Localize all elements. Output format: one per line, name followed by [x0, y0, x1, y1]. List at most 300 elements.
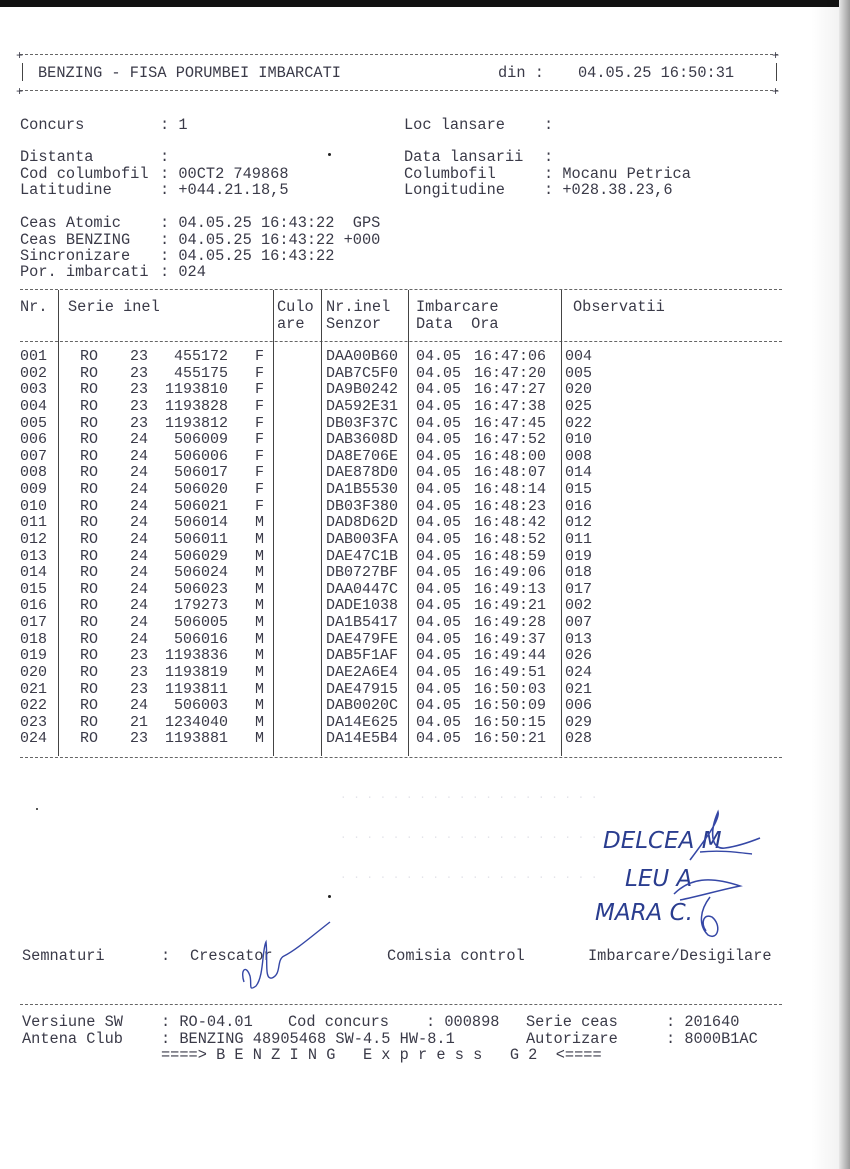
cell-an: 23 [130, 680, 149, 698]
cell-inel: 1193811 [164, 680, 228, 698]
cell-an: 23 [130, 397, 149, 415]
header-corner-tr: + [772, 49, 780, 63]
cell-nr: 016 [20, 597, 48, 615]
cell-sex: F [255, 431, 265, 449]
cell-sex: F [255, 381, 265, 399]
longitudine-label: Longitudine [404, 181, 505, 199]
cell-ora: 16:49:44 [474, 647, 547, 665]
cell-senzor: DA8E706E [326, 447, 399, 465]
bleed-through: . . . . . . . . . . . . . . . . . . . . [340, 830, 598, 842]
cell-senzor: DAB3608D [326, 431, 399, 449]
cell-senzor: DAA00B60 [326, 348, 399, 365]
cell-nr: 020 [20, 663, 48, 681]
cell-inel: 455175 [173, 364, 228, 382]
table-row [0, 698, 800, 715]
cell-inel: 179273 [173, 597, 228, 615]
cell-tara: RO [80, 564, 99, 582]
autorizare-label: Autorizare [526, 1030, 618, 1048]
table-row [0, 532, 800, 549]
cell-an: 23 [130, 647, 149, 665]
comisia-control-label: Comisia control [387, 947, 525, 965]
cell-ora: 16:47:20 [474, 364, 547, 382]
semnaturi-colon: : [161, 947, 171, 965]
table-row [0, 432, 800, 449]
cell-observatii: 013 [565, 630, 593, 648]
table-row [0, 665, 800, 682]
handwritten-name-3: MARA C. [595, 900, 693, 926]
cell-ora: 16:50:03 [474, 680, 547, 698]
cell-ora: 16:48:59 [474, 547, 547, 565]
cell-ora: 16:49:37 [474, 630, 547, 648]
distanta-label: Distanta [20, 148, 94, 166]
cell-tara: RO [80, 397, 99, 415]
cell-tara: RO [80, 730, 99, 748]
cell-nr: 005 [20, 414, 48, 432]
cell-data: 04.05 [416, 597, 462, 615]
cell-nr: 011 [20, 514, 48, 532]
cell-data: 04.05 [416, 730, 462, 748]
cell-tara: RO [80, 364, 99, 382]
cell-nr: 003 [20, 381, 48, 399]
cell-an: 24 [130, 697, 149, 715]
cell-sex: M [255, 564, 265, 582]
table-header-border [20, 341, 782, 342]
scan-right-edge [839, 0, 850, 1169]
cell-senzor: DA1B5417 [326, 614, 399, 632]
cell-observatii: 011 [565, 530, 593, 548]
header-left-border [22, 63, 23, 81]
cell-inel: 1193819 [164, 663, 228, 681]
cell-sex: M [255, 630, 265, 648]
cell-nr: 014 [20, 564, 48, 582]
cell-nr: 008 [20, 464, 48, 482]
cell-an: 24 [130, 580, 149, 598]
report-date-value: 04.05.25 16:50:31 [578, 64, 735, 82]
cell-data: 04.05 [416, 580, 462, 598]
cell-senzor: DAB003FA [326, 530, 399, 548]
cell-nr: 021 [20, 680, 48, 698]
cell-sex: M [255, 580, 265, 598]
scan-top-edge [0, 0, 850, 7]
cell-tara: RO [80, 680, 99, 698]
cell-sex: F [255, 348, 265, 365]
cell-tara: RO [80, 530, 99, 548]
cell-tara: RO [80, 414, 99, 432]
cell-senzor: DB03F37C [326, 414, 399, 432]
cell-observatii: 014 [565, 464, 593, 482]
cell-inel: 1193810 [164, 381, 228, 399]
cell-an: 24 [130, 530, 149, 548]
cell-nr: 017 [20, 614, 48, 632]
cell-an: 24 [130, 564, 149, 582]
cell-ora: 16:50:15 [474, 713, 547, 731]
cell-data: 04.05 [416, 514, 462, 532]
cell-data: 04.05 [416, 530, 462, 548]
handwritten-name-1: DELCEA M [603, 828, 722, 854]
table-row [0, 632, 800, 649]
cell-senzor: DAE47C1B [326, 547, 399, 565]
col-header-data-ora: Data Ora [416, 315, 499, 333]
cell-ora: 16:50:21 [474, 730, 547, 748]
cell-senzor: DAB0020C [326, 697, 399, 715]
cell-inel: 506021 [173, 497, 228, 515]
distanta-value: : [160, 148, 170, 166]
col-header-observatii: Observatii [573, 298, 665, 316]
cell-data: 04.05 [416, 614, 462, 632]
benzing-brand-line: ====> B E N Z I N G E x p r e s s G 2 <==== [161, 1046, 602, 1064]
bleed-through: . . . . . . . . . . . . . . . . . . . . [340, 870, 598, 882]
cell-inel: 506017 [173, 464, 228, 482]
sincronizare-label: Sincronizare [20, 247, 131, 265]
cell-sex: M [255, 614, 265, 632]
cell-observatii: 024 [565, 663, 593, 681]
cell-nr: 013 [20, 547, 48, 565]
cell-data: 04.05 [416, 364, 462, 382]
antena-club-value: : BENZING 48905468 SW-4.5 HW-8.1 [161, 1030, 455, 1048]
stray-dot [36, 808, 38, 810]
serie-ceas-value: : 201640 [666, 1013, 740, 1031]
cell-sex: M [255, 697, 265, 715]
cell-senzor: DA1B5530 [326, 481, 399, 499]
header-corner-bl: + [16, 85, 24, 99]
cell-data: 04.05 [416, 348, 462, 365]
cell-an: 24 [130, 481, 149, 499]
cell-data: 04.05 [416, 447, 462, 465]
table-row [0, 682, 800, 699]
table-row [0, 515, 800, 532]
cell-ora: 16:47:45 [474, 414, 547, 432]
col-header-culoare-1: Culo [277, 298, 314, 316]
ceas-atomic-label: Ceas Atomic [20, 214, 121, 232]
cell-observatii: 004 [565, 348, 593, 365]
cell-sex: M [255, 547, 265, 565]
cell-data: 04.05 [416, 381, 462, 399]
cell-ora: 16:49:13 [474, 580, 547, 598]
scan-shadow [811, 0, 839, 1169]
table-row [0, 615, 800, 632]
col-header-culoare-2: are [277, 315, 305, 333]
table-row [0, 482, 800, 499]
cell-sex: M [255, 530, 265, 548]
cell-observatii: 020 [565, 381, 593, 399]
cell-senzor: DAE878D0 [326, 464, 399, 482]
concurs-value: : 1 [160, 116, 188, 134]
header-right-border [776, 63, 777, 81]
cell-sex: F [255, 364, 265, 382]
cell-observatii: 008 [565, 447, 593, 465]
table-row [0, 565, 800, 582]
cell-nr: 001 [20, 348, 48, 365]
cell-data: 04.05 [416, 647, 462, 665]
cell-ora: 16:47:52 [474, 431, 547, 449]
cell-data: 04.05 [416, 431, 462, 449]
table-row [0, 549, 800, 566]
cell-observatii: 007 [565, 614, 593, 632]
cell-an: 23 [130, 381, 149, 399]
cell-observatii: 002 [565, 597, 593, 615]
cell-nr: 009 [20, 481, 48, 499]
cell-sex: F [255, 464, 265, 482]
cell-senzor: DAB7C5F0 [326, 364, 399, 382]
cell-observatii: 019 [565, 547, 593, 565]
cell-inel: 506024 [173, 564, 228, 582]
cell-sex: M [255, 663, 265, 681]
col-header-imbarcare: Imbarcare [416, 298, 499, 316]
cell-sex: F [255, 397, 265, 415]
cell-sex: F [255, 447, 265, 465]
table-row [0, 416, 800, 433]
cell-data: 04.05 [416, 481, 462, 499]
cell-ora: 16:49:21 [474, 597, 547, 615]
col-header-nr: Nr. [20, 298, 48, 316]
cell-an: 23 [130, 663, 149, 681]
cell-observatii: 018 [565, 564, 593, 582]
cell-sex: F [255, 414, 265, 432]
cell-observatii: 025 [565, 397, 593, 415]
cell-senzor: DA14E5B4 [326, 730, 399, 748]
cell-observatii: 022 [565, 414, 593, 432]
table-row [0, 382, 800, 399]
cell-an: 24 [130, 547, 149, 565]
table-row [0, 366, 800, 383]
cell-inel: 506011 [173, 530, 228, 548]
cell-senzor: DB0727BF [326, 564, 399, 582]
cell-ora: 16:49:28 [474, 614, 547, 632]
table-row [0, 465, 800, 482]
cell-nr: 010 [20, 497, 48, 515]
table-row [0, 499, 800, 516]
antena-club-label: Antena Club [22, 1030, 123, 1048]
col-header-senzor: Senzor [326, 315, 382, 333]
cell-tara: RO [80, 447, 99, 465]
cod-columbofil-label: Cod columbofil [20, 165, 149, 183]
cell-an: 24 [130, 614, 149, 632]
cell-senzor: DB03F380 [326, 497, 399, 515]
cell-inel: 506009 [173, 431, 228, 449]
header-top-border [20, 54, 778, 55]
cell-observatii: 012 [565, 514, 593, 532]
por-imbarcati-value: : 024 [160, 263, 206, 281]
table-bottom-border [20, 757, 782, 758]
cell-sex: M [255, 713, 265, 731]
table-row [0, 598, 800, 615]
cell-ora: 16:47:06 [474, 348, 547, 365]
ceas-benzing-value: : 04.05.25 16:43:22 +000 [160, 231, 381, 249]
col-header-serie-inel: Serie inel [68, 298, 160, 316]
cell-senzor: DA592E31 [326, 397, 399, 415]
cell-tara: RO [80, 630, 99, 648]
cell-tara: RO [80, 514, 99, 532]
cell-inel: 1193881 [164, 730, 228, 748]
cell-an: 24 [130, 497, 149, 515]
cell-tara: RO [80, 481, 99, 499]
header-bottom-border [20, 90, 778, 91]
cell-data: 04.05 [416, 497, 462, 515]
handwritten-name-2: LEU A [625, 866, 693, 892]
cell-observatii: 017 [565, 580, 593, 598]
cell-an: 24 [130, 514, 149, 532]
ceas-atomic-value: : 04.05.25 16:43:22 GPS [160, 214, 381, 232]
cell-tara: RO [80, 713, 99, 731]
cell-data: 04.05 [416, 464, 462, 482]
cell-nr: 024 [20, 730, 48, 748]
latitudine-value: : +044.21.18,5 [160, 181, 289, 199]
cell-senzor: DADE1038 [326, 597, 399, 615]
cell-observatii: 015 [565, 481, 593, 499]
cell-inel: 1193836 [164, 647, 228, 665]
cell-data: 04.05 [416, 397, 462, 415]
versiune-sw-value: : RO-04.01 [161, 1013, 253, 1031]
cell-senzor: DAE2A6E4 [326, 663, 399, 681]
cell-ora: 16:48:00 [474, 447, 547, 465]
cell-data: 04.05 [416, 564, 462, 582]
report-title: BENZING - FISA PORUMBEI IMBARCATI [38, 64, 341, 82]
bleed-through: . . . . . . . . . . . . . . . . . . . . [340, 790, 598, 802]
cell-senzor: DAA0447C [326, 580, 399, 598]
cell-nr: 018 [20, 630, 48, 648]
cell-inel: 1193812 [164, 414, 228, 432]
table-row [0, 715, 800, 732]
cell-tara: RO [80, 547, 99, 565]
cell-observatii: 021 [565, 680, 593, 698]
por-imbarcati-label: Por. imbarcati [20, 263, 149, 281]
cell-tara: RO [80, 597, 99, 615]
cell-senzor: DAE479FE [326, 630, 399, 648]
cell-an: 24 [130, 597, 149, 615]
longitudine-value: : +028.38.23,6 [544, 181, 673, 199]
imbarcare-desigilare-label: Imbarcare/Desigilare [588, 947, 772, 965]
cell-tara: RO [80, 431, 99, 449]
cell-observatii: 028 [565, 730, 593, 748]
cell-tara: RO [80, 464, 99, 482]
cell-inel: 506023 [173, 580, 228, 598]
table-row [0, 582, 800, 599]
data-lansarii-value: : [544, 148, 554, 166]
cell-inel: 506003 [173, 697, 228, 715]
cell-ora: 16:48:07 [474, 464, 547, 482]
cell-data: 04.05 [416, 414, 462, 432]
columbofil-value: : Mocanu Petrica [544, 165, 691, 183]
cell-ora: 16:47:27 [474, 381, 547, 399]
cell-inel: 506029 [173, 547, 228, 565]
crescator-label: Crescator [190, 947, 273, 965]
cell-sex: M [255, 597, 265, 615]
cell-observatii: 010 [565, 431, 593, 449]
ceas-benzing-label: Ceas BENZING [20, 231, 131, 249]
cell-data: 04.05 [416, 697, 462, 715]
table-top-border [20, 289, 782, 290]
cell-tara: RO [80, 697, 99, 715]
table-row [0, 399, 800, 416]
data-lansarii-label: Data lansarii [404, 148, 524, 166]
cell-observatii: 006 [565, 697, 593, 715]
cell-sex: F [255, 481, 265, 499]
concurs-label: Concurs [20, 116, 85, 134]
commission-signature-1 [680, 810, 770, 875]
cell-observatii: 016 [565, 497, 593, 515]
cell-ora: 16:48:52 [474, 530, 547, 548]
cell-senzor: DA9B0242 [326, 381, 399, 399]
cell-sex: M [255, 730, 265, 748]
stray-dot [328, 153, 331, 156]
cell-nr: 002 [20, 364, 48, 382]
cell-nr: 012 [20, 530, 48, 548]
cell-senzor: DAB5F1AF [326, 647, 399, 665]
cell-observatii: 005 [565, 364, 593, 382]
cell-ora: 16:49:06 [474, 564, 547, 582]
table-row [0, 349, 800, 366]
cell-an: 23 [130, 414, 149, 432]
cell-data: 04.05 [416, 680, 462, 698]
crescator-signature [236, 920, 336, 1005]
cell-nr: 007 [20, 447, 48, 465]
cell-nr: 023 [20, 713, 48, 731]
cell-tara: RO [80, 663, 99, 681]
serie-ceas-label: Serie ceas [526, 1013, 618, 1031]
cell-an: 24 [130, 431, 149, 449]
cell-inel: 1234040 [164, 713, 228, 731]
cell-ora: 16:47:38 [474, 397, 547, 415]
cell-inel: 506005 [173, 614, 228, 632]
cell-ora: 16:48:14 [474, 481, 547, 499]
cell-sex: M [255, 514, 265, 532]
cell-ora: 16:48:23 [474, 497, 547, 515]
cell-tara: RO [80, 647, 99, 665]
table-row [0, 449, 800, 466]
cod-concurs-value: : 000898 [426, 1013, 500, 1031]
sincronizare-value: : 04.05.25 16:43:22 [160, 247, 335, 265]
cell-tara: RO [80, 497, 99, 515]
cell-tara: RO [80, 580, 99, 598]
semnaturi-label: Semnaturi [22, 947, 105, 965]
autorizare-value: : 8000B1AC [666, 1030, 758, 1048]
versiune-sw-label: Versiune SW [22, 1013, 123, 1031]
cell-data: 04.05 [416, 663, 462, 681]
cell-sex: F [255, 497, 265, 515]
latitudine-label: Latitudine [20, 181, 112, 199]
cell-senzor: DAD8D62D [326, 514, 399, 532]
cod-columbofil-value: : 00CT2 749868 [160, 165, 289, 183]
loc-lansare-value: : [544, 116, 554, 134]
header-corner-tl: + [16, 49, 24, 63]
report-date-label: din : [498, 64, 544, 82]
cell-nr: 022 [20, 697, 48, 715]
footer-separator [20, 1004, 782, 1005]
cell-observatii: 026 [565, 647, 593, 665]
stray-dot [328, 895, 331, 898]
cell-data: 04.05 [416, 630, 462, 648]
cell-ora: 16:48:42 [474, 514, 547, 532]
cell-sex: M [255, 680, 265, 698]
cell-nr: 019 [20, 647, 48, 665]
cell-ora: 16:50:09 [474, 697, 547, 715]
cell-observatii: 029 [565, 713, 593, 731]
cell-inel: 506006 [173, 447, 228, 465]
table-row [0, 731, 800, 748]
columbofil-label: Columbofil [404, 165, 496, 183]
loc-lansare-label: Loc lansare [404, 116, 505, 134]
cell-inel: 506016 [173, 630, 228, 648]
cell-an: 24 [130, 630, 149, 648]
cell-inel: 1193828 [164, 397, 228, 415]
cell-inel: 455172 [173, 348, 228, 365]
cell-nr: 006 [20, 431, 48, 449]
cell-senzor: DAE47915 [326, 680, 399, 698]
cell-tara: RO [80, 381, 99, 399]
cell-an: 24 [130, 447, 149, 465]
cell-an: 21 [130, 713, 149, 731]
table-row [0, 648, 800, 665]
